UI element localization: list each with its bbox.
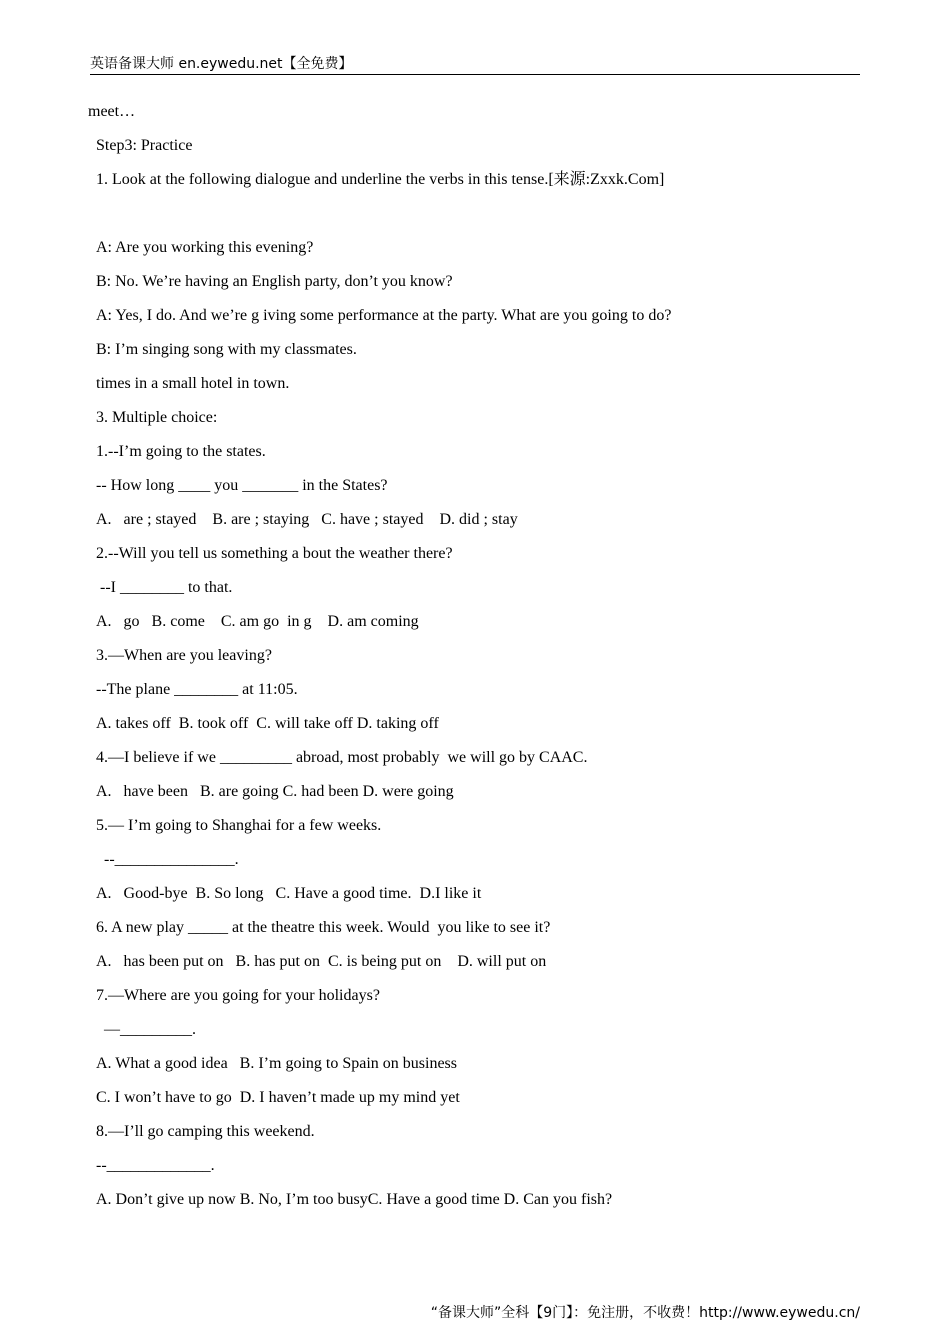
question-line: --I ________ to that. [96,579,233,596]
answer-options: A. go B. come C. am go in g D. am coming [96,613,419,630]
question-line: 1.--I’m going to the states. [96,443,266,460]
answer-options: A. What a good idea B. I’m going to Spain on business [96,1055,457,1072]
question-line: 6. A new play _____ at the theatre this week. Would you like to see it? [96,919,551,936]
answer-options: A. has been put on B. has put on C. is being put on D. will put on [96,953,547,970]
answer-options: A. are ; stayed B. are ; staying C. have ; stayed D. did ; stay [96,511,518,528]
dialogue-line: A: Yes, I do. And we’re g iving some performance at the party. What are you going to do? [96,307,672,324]
question-line: 8.—I’ll go camping this weekend. [96,1123,315,1140]
answer-options: A. takes off B. took off C. will take off D. taking off [96,715,439,732]
question-line: 7.—Where are you going for your holidays? [96,987,380,1004]
text-line: 1. Look at the following dialogue and underline the verbs in this tense.[来源:Zxxk.Com] [96,171,665,188]
question-line: --_______________. [96,851,239,868]
question-line: 5.— I’m going to Shanghai for a few weeks. [96,817,382,834]
header-text: 英语备课大师 en.eywedu.net【全免费】 [90,56,353,72]
question-line: -- How long ____ you _______ in the States? [96,477,388,494]
question-line: —_________. [96,1021,196,1038]
answer-options: A. have been B. are going C. had been D. were going [96,783,454,800]
dialogue-line: B: No. We’re having an English party, don’t you know? [96,273,453,290]
question-line: --_____________. [96,1157,215,1174]
text-line: times in a small hotel in town. [96,375,290,392]
page-header [90,55,860,75]
answer-options: A. Don’t give up now B. No, I’m too busyC. Have a good time D. Can you fish? [96,1191,613,1208]
page-footer: “备课大师”全科【9门】：免注册，不收费！http://www.eywedu.cn/ [430,1305,860,1321]
dialogue-line: A: Are you working this evening? [96,239,314,256]
question-line: 3.—When are you leaving? [96,647,272,664]
question-line: 2.--Will you tell us something a bout the weather there? [96,545,453,562]
dialogue-line: B: I’m singing song with my classmates. [96,341,357,358]
answer-options: C. I won’t have to go D. I haven’t made up my mind yet [96,1089,460,1106]
question-line: --The plane ________ at 11:05. [96,681,298,698]
section-heading: Step3: Practice [96,137,193,154]
section-heading: 3. Multiple choice: [96,409,218,426]
question-line: 4.—I believe if we _________ abroad, most probably we will go by CAAC. [96,749,588,766]
text-line: meet… [88,103,136,120]
answer-options: A. Good-bye B. So long C. Have a good time. D.I like it [96,885,482,902]
